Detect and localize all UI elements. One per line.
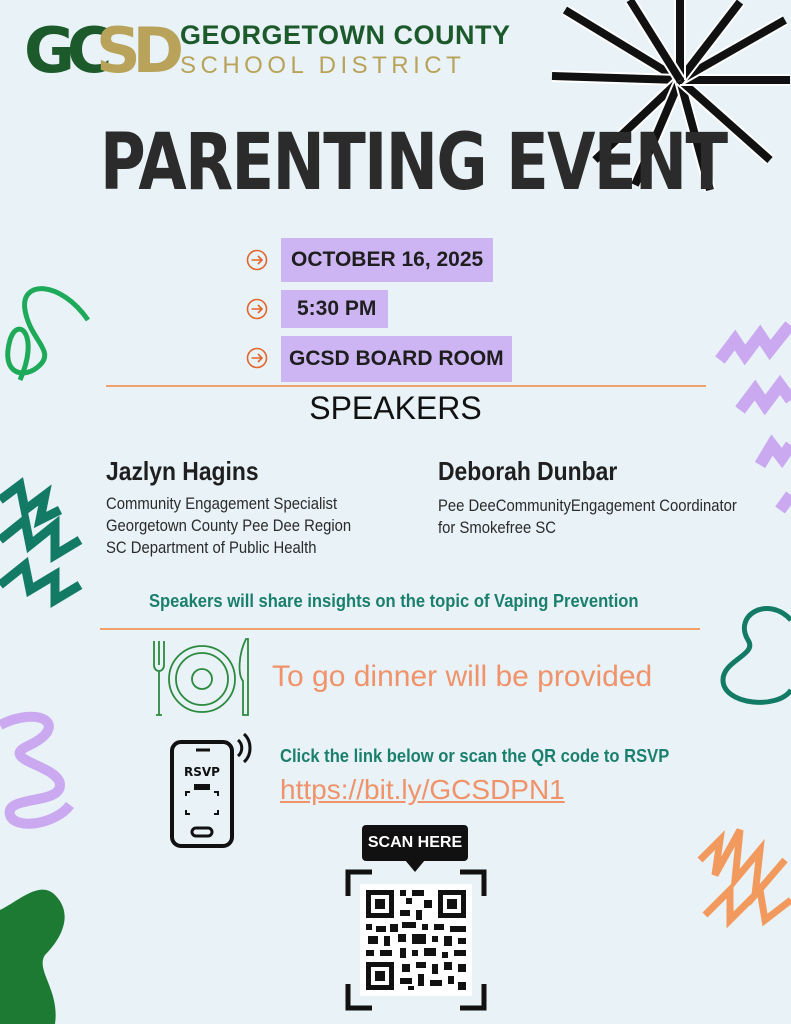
speakers-heading: SPEAKERS xyxy=(309,390,482,426)
svg-text:SD: SD xyxy=(96,14,177,87)
divider xyxy=(100,628,700,630)
green-squiggle-decoration xyxy=(0,280,95,390)
plate-cutlery-icon xyxy=(150,635,254,719)
rsvp-instruction: Click the link below or scan the QR code to RSVP xyxy=(280,746,670,766)
speaker-title: Community Engagement Specialist xyxy=(106,495,338,513)
org-name-line2: SCHOOL DISTRICT xyxy=(180,52,466,79)
scan-here-label: SCAN HERE xyxy=(362,825,468,861)
orange-zigzag-decoration xyxy=(690,820,791,930)
green-blob-decoration xyxy=(0,880,80,1024)
purple-scribble-decoration xyxy=(0,705,80,835)
arrow-circle-icon xyxy=(246,249,268,271)
arrow-circle-icon xyxy=(246,298,268,320)
event-title: PARENTING EVENT xyxy=(100,118,727,208)
gcsd-logo-mark xyxy=(24,14,177,87)
event-location: GCSD BOARD ROOM xyxy=(281,336,512,382)
qr-code-image[interactable] xyxy=(346,870,486,1010)
phone-rsvp-icon xyxy=(168,730,256,850)
speaker-title: SC Department of Public Health xyxy=(106,539,317,557)
svg-text:GC: GC xyxy=(24,14,105,87)
org-name-line1: GEORGETOWN COUNTY xyxy=(180,20,511,50)
speaker-title: Pee DeeCommunityEngagement Coordinator xyxy=(438,497,737,515)
speaker-title: for Smokefree SC xyxy=(438,519,557,537)
arrow-circle-icon xyxy=(246,347,268,369)
event-date: OCTOBER 16, 2025 xyxy=(281,238,493,282)
speaker-name: Deborah Dunbar xyxy=(438,456,618,486)
speaker-title: Georgetown County Pee Dee Region xyxy=(106,517,352,535)
phone-rsvp-label: RSVP xyxy=(184,765,220,779)
topic-text: Speakers will share insights on the topic of Vaping Prevention xyxy=(148,591,639,611)
event-time: 5:30 PM xyxy=(281,290,388,328)
speaker-name: Jazlyn Hagins xyxy=(106,456,259,486)
dinner-note: To go dinner will be provided xyxy=(272,660,653,693)
rsvp-link[interactable]: https://bit.ly/GCSDPN1 xyxy=(280,774,565,805)
divider xyxy=(106,385,706,387)
teal-loop-decoration xyxy=(718,600,791,710)
